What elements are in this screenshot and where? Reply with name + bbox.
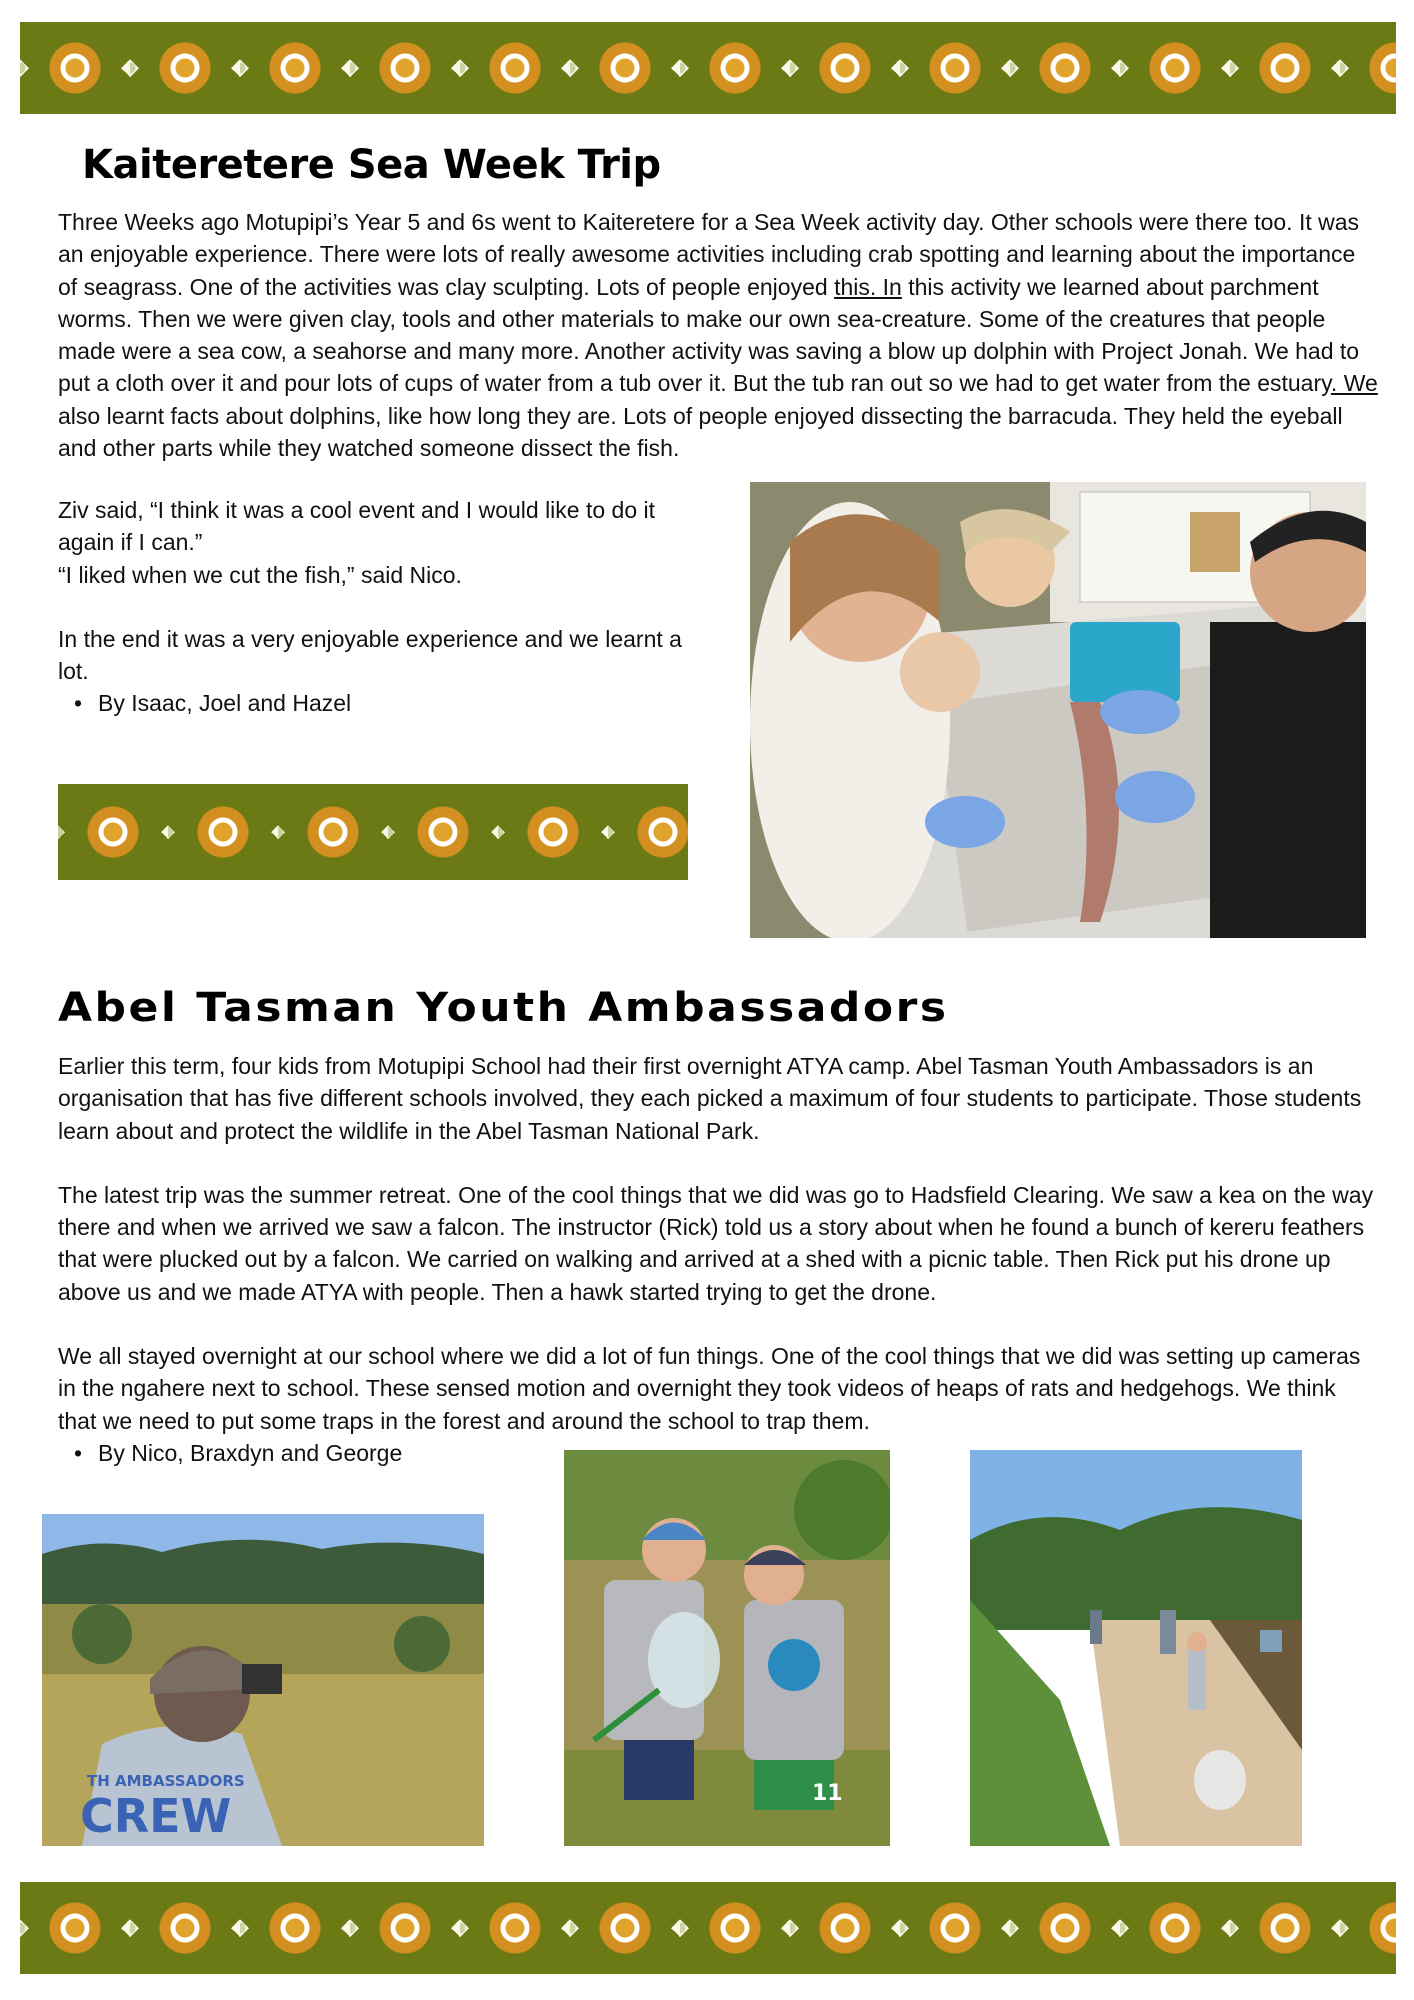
shirt-number: 11 [812,1781,843,1806]
bullet-icon: • [74,690,83,717]
section-title-atya: Abel Tasman Youth Ambassadors [58,984,949,1031]
sea-week-ending: In the end it was a very enjoyable experience and we learnt a lot. [58,625,682,685]
quote-nico: “I liked when we cut the fish,” said Nico. [58,561,462,588]
photo-fish-dissection [750,482,1366,938]
sea-week-text-part-2: this activity we learned about parchment worms. Then we were given clay, tools and other materials to make our own sea-creature. Some of the creatures that people made were a sea cow, a seahorse and many more. Another activity was saving a blow up dolphin with Project Jonah. We had to put a cloth over it and pour lots of cups of water from a tub over it. But the tub ran out so we had to get water from the estuary [58,273,1360,397]
sea-week-underlined-2: . We [1330,370,1378,397]
sea-week-text-part-3: also learnt facts about dolphins, like how long they are. Lots of people enjoyed dissecting the barracuda. They held the eyeball and other parts while they watched someone dissect the fish. [58,402,1343,462]
quote-ziv: Ziv said, “I think it was a cool event and I would like to do it again if I can.” [58,497,656,556]
bullet-icon: • [74,1439,83,1466]
sea-week-byline-text: By Isaac, Joel and Hazel [98,690,352,717]
photo-boys-with-net [564,1450,890,1846]
atya-text-block [58,1050,1378,1469]
sea-week-byline [58,687,708,719]
crew-shirt-text-2: CREW [80,1789,232,1843]
decorative-pattern-band-bottom [20,1882,1396,1974]
atya-paragraph-1: Earlier this term, four kids from Motupipi School had their first overnight ATYA camp. Abel Tasman Youth Ambassadors is an organisation that has five different schools involved, they each picked a maximum of four students to participate. Those students learn about and protect the wildlife in the Abel Tasman National Park. [58,1053,1362,1144]
atya-byline-text: By Nico, Braxdyn and George [98,1439,403,1466]
photo-stream-walk [970,1450,1302,1846]
decorative-pattern-band-top [20,22,1396,114]
atya-paragraph-2: The latest trip was the summer retreat. One of the cool things that we did was go to Hadsfield Clearing. We saw a kea on the way there and when we arrived we saw a falcon. The instructor (Rick) told us a story about when he found a bunch of kereru feathers that were plucked out by a falcon. We carried on walking and arrived at a shed with a picnic table. Then Rick put his drone up above us and we made ATYA with people. Then a hawk started trying to get the drone. [58,1181,1374,1305]
section-title-sea-week: Kaiteretere Sea Week Trip [82,142,661,188]
atya-paragraph-3: We all stayed overnight at our school where we did a lot of fun things. One of the cool things that we did was setting up cameras in the ngahere next to school. These sensed motion and overnight they took videos of heaps of rats and hedgehogs. We think that we need to put some traps in the forest and around the school to trap them. [58,1343,1361,1434]
sea-week-text-part-1: Three Weeks ago Motupipi’s Year 5 and 6s went to Kaiteretere for a Sea Week activity day. Other schools were there too. It was an enjoyable experience. There were lots of really awesome activities including crab spotting and learning about the importance of seagrass. One of the activities was clay sculpting. Lots of people enjoyed [58,209,1360,300]
sea-week-underlined-1: this. In [834,273,902,300]
decorative-pattern-band-middle [58,784,688,880]
crew-shirt-text-1: TH AMBASSADORS [87,1772,245,1790]
photo-binoculars-crew [42,1514,484,1846]
sea-week-paragraph [58,206,1378,464]
sea-week-quotes-block [58,494,708,720]
